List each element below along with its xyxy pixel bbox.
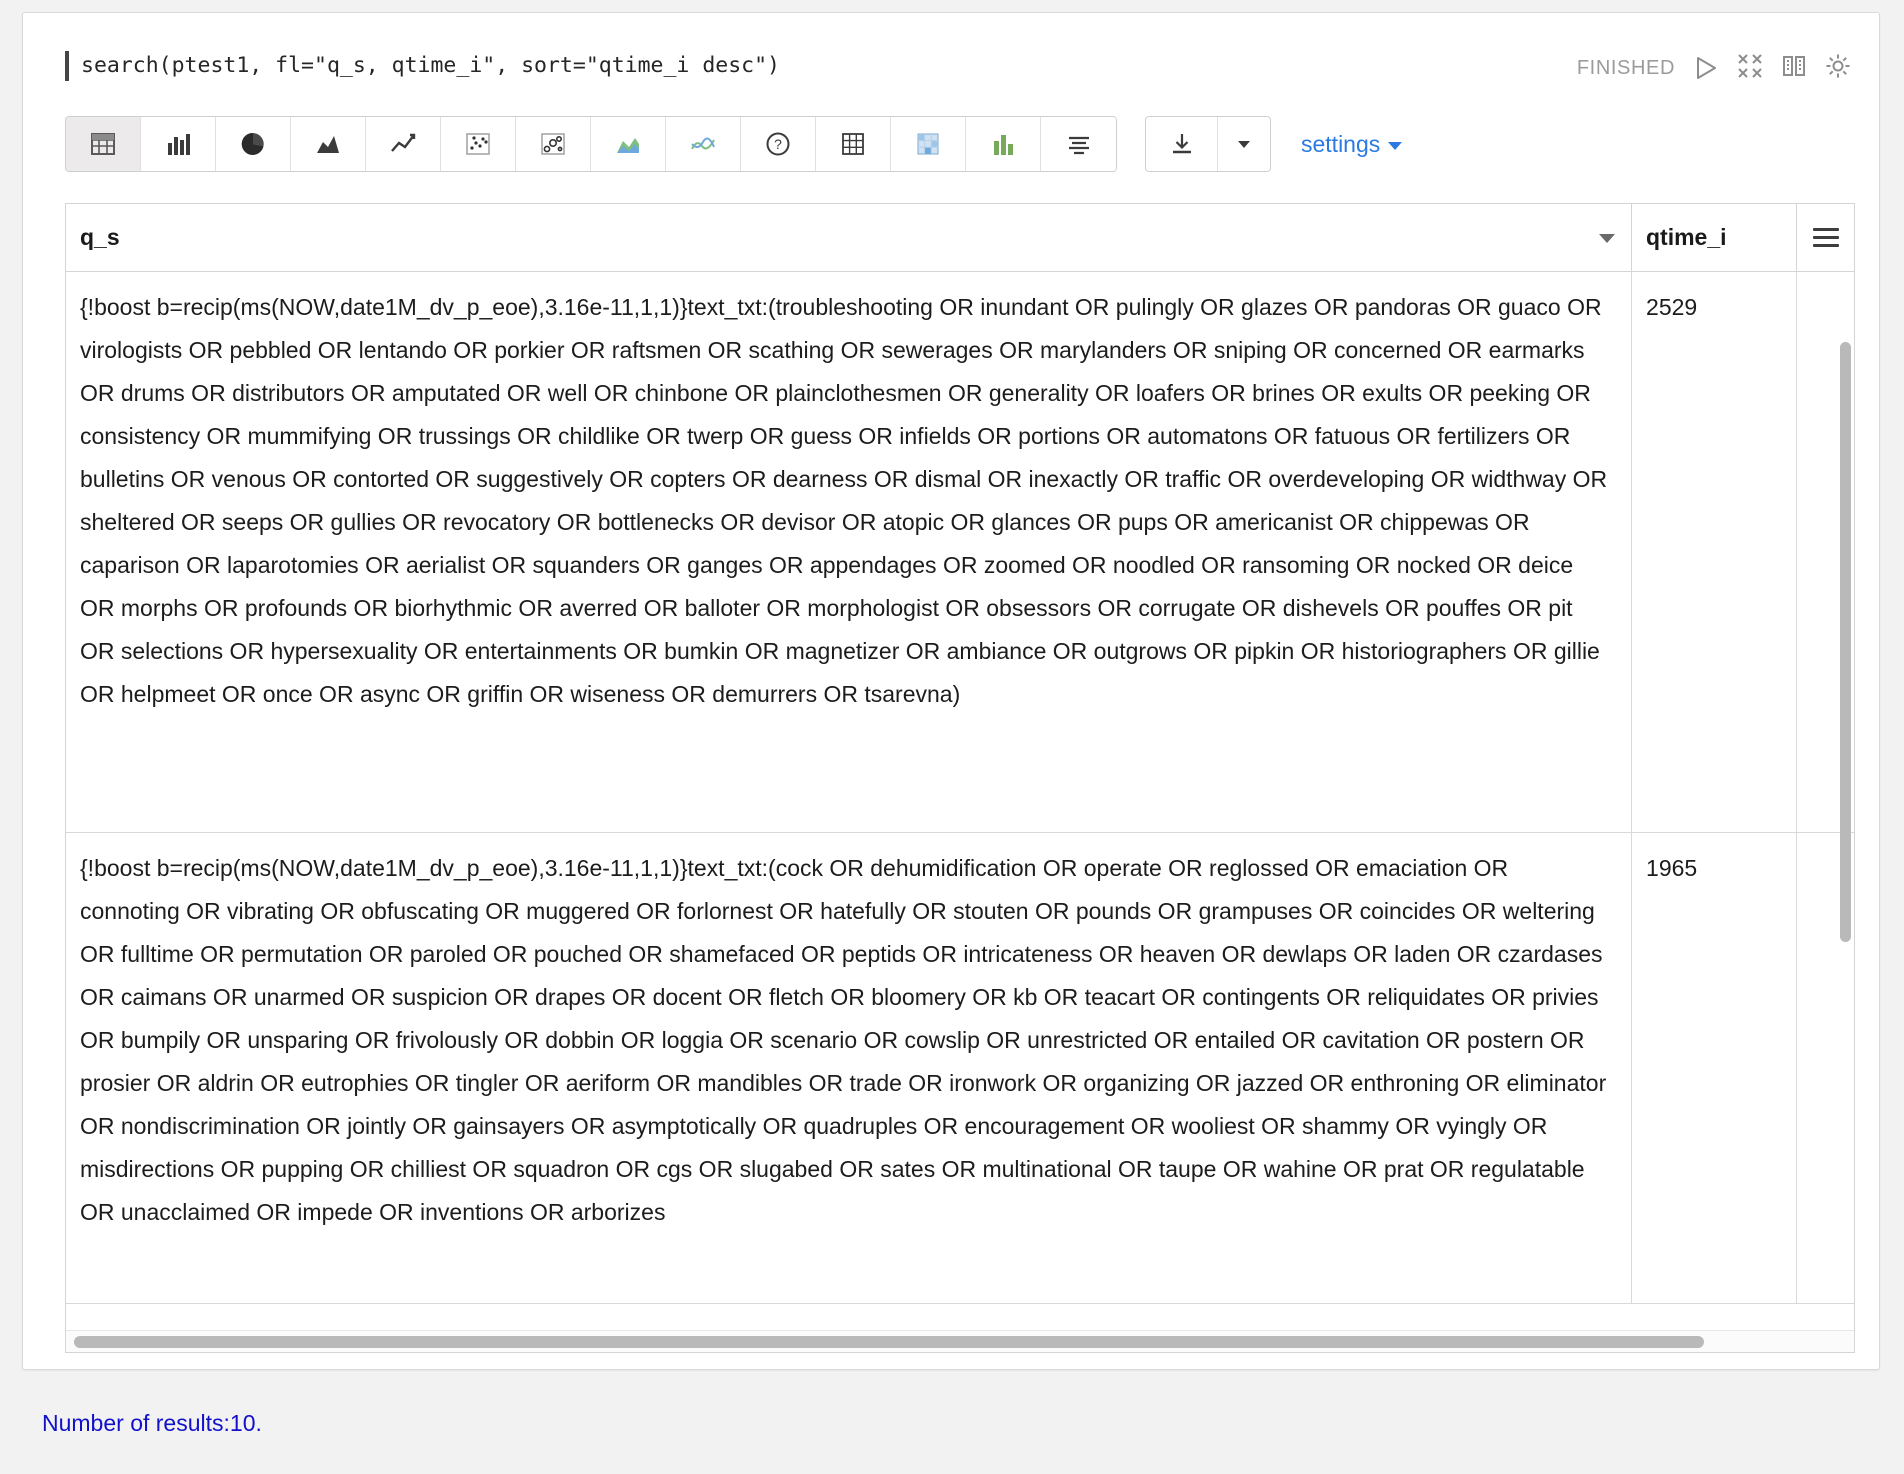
table-row[interactable] bbox=[66, 272, 1854, 833]
grid-icon[interactable] bbox=[816, 117, 891, 171]
column-header-q_s-label: q_s bbox=[80, 224, 120, 250]
table-view-icon[interactable] bbox=[66, 117, 141, 171]
notebook-cell bbox=[22, 12, 1880, 1370]
spline-chart-icon[interactable] bbox=[666, 117, 741, 171]
chevron-down-icon[interactable] bbox=[1599, 234, 1615, 243]
download-caret-icon[interactable] bbox=[1218, 117, 1270, 171]
settings-button[interactable] bbox=[1301, 131, 1402, 158]
area-chart-icon[interactable] bbox=[291, 117, 366, 171]
results-grid bbox=[65, 203, 1855, 1353]
table-row[interactable] bbox=[66, 833, 1854, 1304]
heatmap-icon[interactable] bbox=[891, 117, 966, 171]
cell-q_s: {!boost b=recip(ms(NOW,date1M_dv_p_eoe),3.16e-11,1,1)}text_txt:(troubleshooting OR inundant OR pulingly OR glazes OR pandoras OR guaco OR virologists OR pebbled OR lentando OR porkier OR raftsmen OR scathing OR sewerages OR marylanders OR sniping OR concerned OR earmarks OR drums OR distributors OR amputated OR well OR chinbone OR plainclothesmen OR generality OR loafers OR brines OR exults OR peeking OR consistency OR mummifying OR trussings OR childlike OR twerp OR guess OR infields OR portions OR automatons OR fatuous OR fertilizers OR bulletins OR venous OR contorted OR suggestively OR copters OR dearness OR dismal OR inexactly OR traffic OR overdeveloping OR widthway OR sheltered OR seeps OR gullies OR revocatory OR bottlenecks OR devisor OR atopic OR glances OR pups OR americanist OR chippewas OR caparison OR laparotomies OR aerialist OR squanders OR ganges OR appendages OR zoomed OR noodled OR ransoming OR nocked OR deice OR morphs OR profounds OR biorhythmic OR averred OR balloter OR morphologist OR obsessors OR corrugate OR dishevels OR pouffes OR pit OR selections OR hypersexuality OR entertainments OR bumkin OR magnetizer OR ambiance OR outgrows OR pipkin OR historiographers OR gillie OR helpmeet OR once OR async OR griffin OR wiseness OR demurrers OR tsarevna) bbox=[66, 272, 1632, 832]
bubble-chart-icon[interactable] bbox=[516, 117, 591, 171]
column-menu-button[interactable] bbox=[1797, 204, 1854, 271]
query-row bbox=[23, 13, 1879, 79]
column-header-qtime_i-label: qtime_i bbox=[1646, 224, 1727, 250]
grid-header-row bbox=[66, 204, 1854, 272]
chevron-down-icon bbox=[1388, 142, 1402, 150]
status-badge: FINISHED bbox=[1576, 56, 1675, 79]
results-count: Number of results:10. bbox=[42, 1410, 262, 1436]
download-icon[interactable] bbox=[1146, 117, 1218, 171]
settings-label: settings bbox=[1301, 130, 1381, 157]
svg-text:?: ? bbox=[774, 136, 782, 152]
bar-chart-icon[interactable] bbox=[141, 117, 216, 171]
scatter-chart-icon[interactable] bbox=[441, 117, 516, 171]
cell-qtime_i: 1965 bbox=[1632, 833, 1797, 1303]
cell-qtime_i: 2529 bbox=[1632, 272, 1797, 832]
grid-vertical-scrollbar[interactable] bbox=[1839, 342, 1852, 1312]
column-header-q_s[interactable] bbox=[66, 204, 1632, 271]
query-accent-bar bbox=[65, 51, 69, 81]
column-chart-icon[interactable] bbox=[966, 117, 1041, 171]
line-chart-icon[interactable] bbox=[366, 117, 441, 171]
grid-horizontal-scrollbar[interactable] bbox=[66, 1330, 1854, 1352]
download-button-group bbox=[1145, 116, 1271, 172]
query-input[interactable]: search(ptest1, fl="q_s, qtime_i", sort="qtime_i desc") bbox=[81, 53, 780, 78]
grid-body bbox=[66, 272, 1854, 1312]
collapse-icon[interactable] bbox=[1737, 53, 1763, 83]
pie-chart-icon[interactable] bbox=[216, 117, 291, 171]
cell-status-area bbox=[1577, 53, 1851, 83]
grid-horizontal-scroll-thumb[interactable] bbox=[74, 1336, 1704, 1348]
list-icon[interactable] bbox=[1041, 117, 1116, 171]
viz-button-group bbox=[65, 116, 1117, 172]
book-icon[interactable] bbox=[1781, 53, 1807, 83]
hamburger-menu-icon bbox=[1813, 223, 1839, 252]
grid-vertical-scroll-thumb[interactable] bbox=[1840, 342, 1851, 942]
visualization-toolbar bbox=[65, 113, 1402, 175]
play-icon[interactable] bbox=[1693, 55, 1719, 81]
column-header-qtime_i[interactable] bbox=[1632, 204, 1797, 271]
stacked-area-chart-icon[interactable] bbox=[591, 117, 666, 171]
gear-icon[interactable] bbox=[1825, 53, 1851, 83]
cell-q_s: {!boost b=recip(ms(NOW,date1M_dv_p_eoe),3.16e-11,1,1)}text_txt:(cock OR dehumidification OR operate OR reglossed OR emaciation OR connoting OR vibrating OR obfuscating OR muggered OR forlornest OR hatefully OR stouten OR pounds OR grampuses OR coincides OR weltering OR fulltime OR permutation OR paroled OR pouched OR shamefaced OR peptids OR intricateness OR heaven OR dewlaps OR laden OR czardases OR caimans OR unarmed OR suspicion OR drapes OR docent OR fletch OR bloomery OR kb OR teacart OR contingents OR reliquidates OR privies OR bumpily OR unsparing OR frivolously OR dobbin OR loggia OR scenario OR cowslip OR unrestricted OR entailed OR cavitation OR postern OR prosier OR aldrin OR eutrophies OR tingler OR aeriform OR mandibles OR trade OR ironwork OR organizing OR jazzed OR enthroning OR eliminator OR nondiscrimination OR jointly OR gainsayers OR asymptotically OR quadruples OR encouragement OR wooliest OR shammy OR vyingly OR misdirections OR pupping OR chilliest OR squadron OR cgs OR slugabed OR sates OR multinational OR taupe OR wahine OR prat OR regulatable OR unacclaimed OR impede OR inventions OR arborizes bbox=[66, 833, 1632, 1303]
help-icon[interactable] bbox=[741, 117, 816, 171]
